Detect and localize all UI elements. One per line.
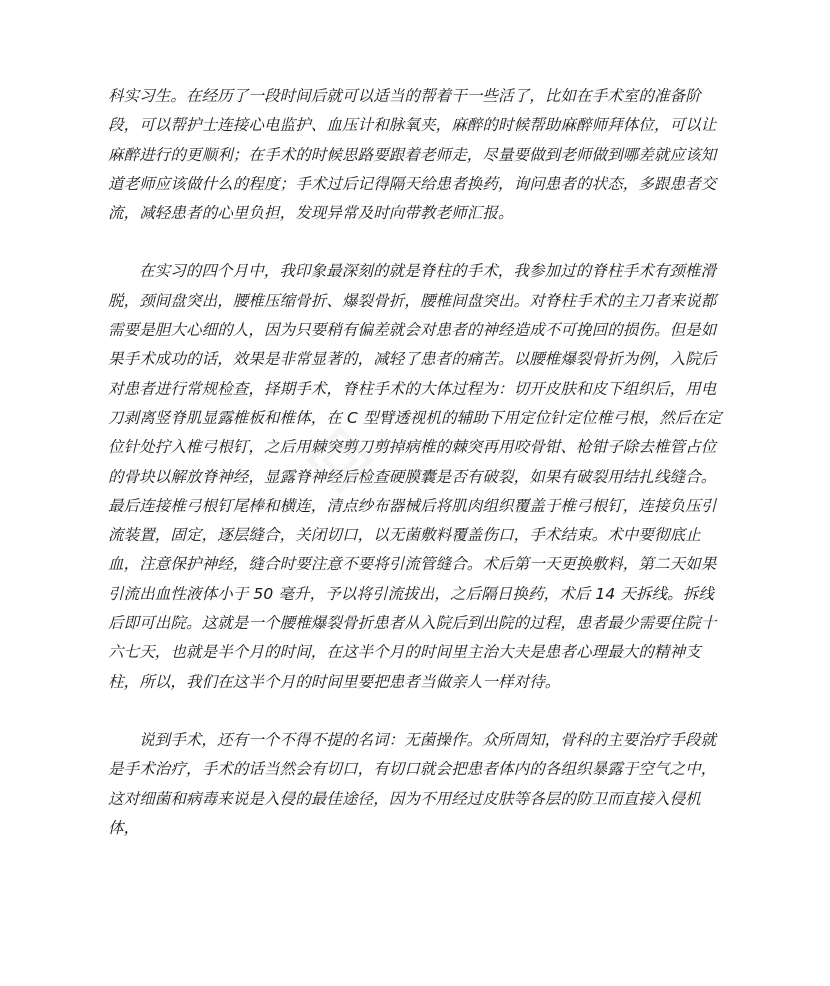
document-body	[108, 82, 728, 843]
paragraph-aseptic-technique: 说到手术，还有一个不得不提的名词：无菌操作。众所周知，骨科的主要治疗手段就是手术治疗，手术的话当然会有切口，有切口就会把患者体内的各组织暴露于空气之中，这对细菌和病毒来说是入侵的最佳途径，因为不用经过皮肤等各层的防卫而直接入侵机体，	[108, 730, 717, 837]
watermark-icon	[300, 420, 380, 500]
paragraph-spine-surgery: 在实习的四个月中，我印象最深刻的就是脊柱的手术，我参加过的脊柱手术有颈椎滑脱，颈间盘突出，腰椎压缩骨折、爆裂骨折，腰椎间盘突出。对脊柱手术的主刀者来说都需要是胆大心细的人，因为只要稍有偏差就会对患者的神经造成不可挽回的损伤。但是如果手术成功的话，效果是非常显著的，减轻了患者的痛苦。以腰椎爆裂骨折为例，入院后对患者进行常规检查，择期手术，脊柱手术的大体过程为：切开皮肤和皮下组织后，用电刀剥离竖脊肌显露椎板和椎体，在 C 型臂透视机的辅助下用定位针定位椎弓根，然后在定位针处拧入椎弓根钉，之后用棘突剪刀剪掉病椎的棘突再用咬骨钳、枪钳子除去椎管占位的骨块以解放脊神经，显露脊神经后检查硬膜囊是否有破裂，如果有破裂用结扎线缝合。最后连接椎弓根钉尾棒和横连，清点纱布器械后将肌肉组织覆盖于椎弓根钉，连接负压引流装置，固定，逐层缝合，关闭切口，以无菌敷料覆盖伤口，手术结束。术中要彻底止血，注意保护神经，缝合时要注意不要将引流管缝合。术后第一天更换敷料，第二天如果引流出血性液体小于 50 毫升，予以将引流拔出，之后隔日换药，术后 14 天拆线。拆线后即可出院。这就是一个腰椎爆裂骨折患者从入院后到出院的过程，患者最少需要住院十六七天，也就是半个月的时间，在这半个月的时间里主治大夫是患者心理最大的精神支柱，所以，我们在这半个月的时间里要把患者当做亲人一样对待。	[108, 262, 722, 691]
paragraph-continuation: 科实习生。在经历了一段时间后就可以适当的帮着干一些活了，比如在手术室的准备阶段，可以帮护士连接心电监护、血压计和脉氧夹，麻醉的时候帮助麻醉师拜体位，可以让麻醉进行的更顺利；在手术的时候思路要跟着老师走，尽量要做到老师做到哪差就应该知道老师应该做什么的程度；手术过后记得隔天给患者换药，询问患者的状态，多跟患者交流，减轻患者的心里负担，发现异常及时向带教老师汇报。	[108, 87, 717, 223]
